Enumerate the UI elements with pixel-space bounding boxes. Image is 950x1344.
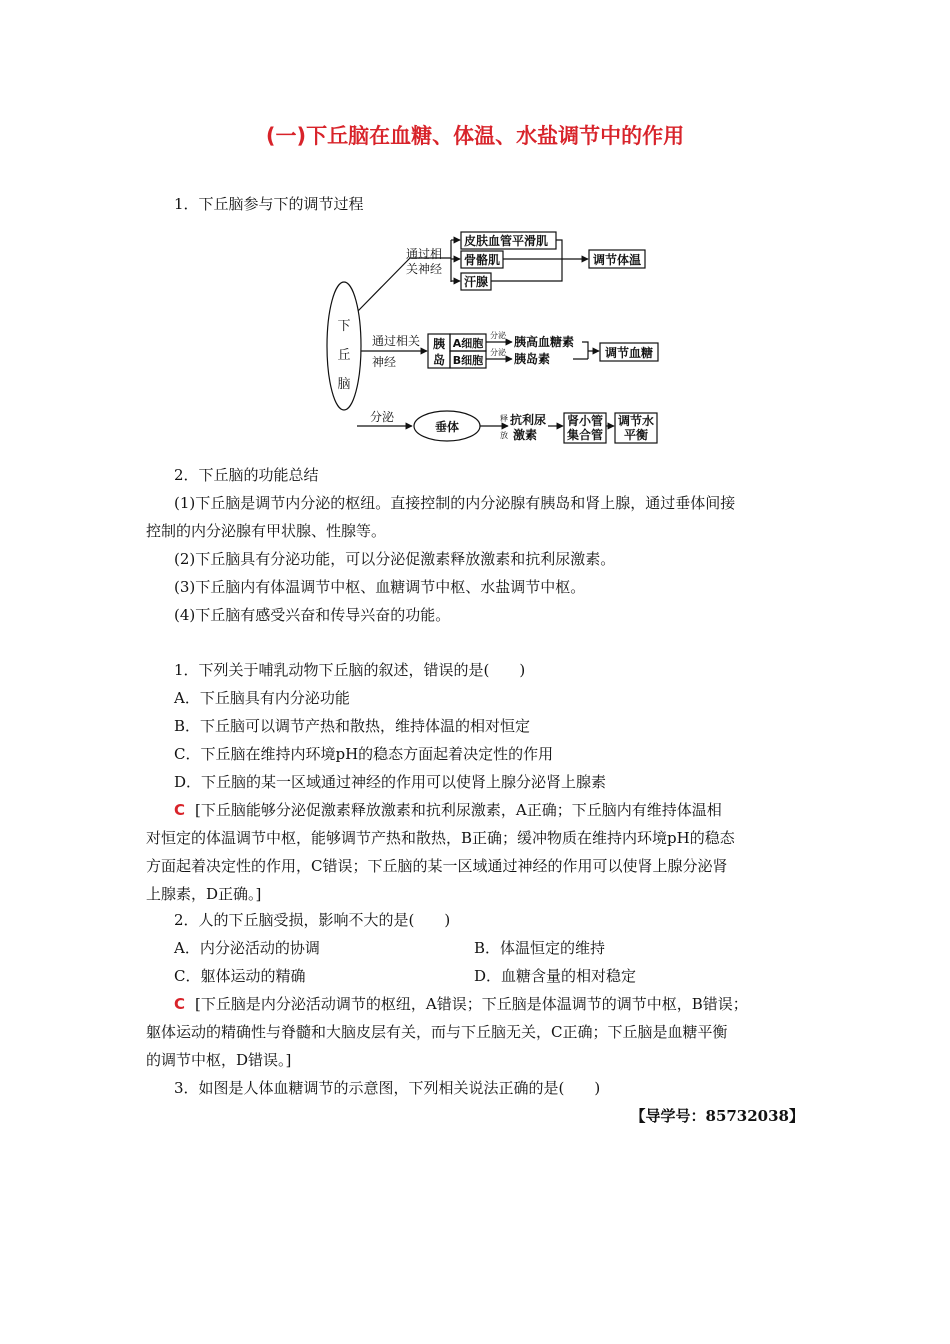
summary-line: (4)下丘脑有感受兴奋和传导兴奋的功能。: [174, 606, 451, 624]
secrete-label: 分泌: [490, 348, 506, 357]
water-balance-label: 平衡: [623, 428, 649, 442]
section-heading-2: 2．下丘脑的功能总结: [174, 466, 319, 484]
sweat-gland-label: 汗腺: [464, 275, 489, 289]
top-branch-label: 通过相: [406, 247, 443, 261]
q2-explanation-line: 的调节中枢，D错误。]: [146, 1051, 292, 1069]
summary-line: (2)下丘脑具有分泌功能，可以分泌促激素释放激素和抗利尿激素。: [174, 550, 616, 568]
q2-option-d: D．血糖含量的相对稳定: [474, 967, 637, 985]
q1-option-b: B．下丘脑可以调节产热和散热，维持体温的相对恒定: [174, 717, 531, 735]
regulate-temp-label: 调节体温: [592, 253, 642, 267]
adh-label: 激素: [513, 428, 538, 442]
hypothalamus-char: 下: [337, 319, 351, 334]
hypothalamus-char: 丘: [337, 348, 351, 363]
section-heading-1: 1．下丘脑参与下的调节过程: [174, 195, 364, 213]
a-cell-label: A细胞: [452, 337, 484, 350]
b-cell-label: B细胞: [452, 354, 484, 367]
q2-answer: C: [174, 995, 186, 1013]
release-char: 释: [500, 414, 508, 423]
q2-option-a: A．内分泌活动的协调: [174, 939, 320, 957]
q1-option-a: A．下丘脑具有内分泌功能: [174, 689, 350, 707]
bottom-branch-label: 分泌: [370, 410, 395, 424]
secrete-label: 分泌: [490, 331, 506, 340]
release-char: 放: [500, 431, 508, 440]
mid-branch-label: 通过相关: [372, 334, 421, 348]
mid-branch-label: 神经: [372, 355, 397, 369]
summary-line: 控制的内分泌腺有甲状腺、性腺等。: [146, 522, 387, 540]
skeletal-muscle-label: 骨骼肌: [464, 253, 501, 267]
q2-explanation: [174, 994, 748, 1014]
hypothalamus-char: 脑: [337, 377, 351, 392]
q1-explanation-line: 对恒定的体温调节中枢，能够调节产热和散热，B正确；缓冲物质在维持内环境pH的稳态: [146, 829, 735, 847]
water-balance-label: 调节水: [617, 414, 655, 428]
q2-explanation-line: 躯体运动的精确性与脊髓和大脑皮层有关，而与下丘脑无关，C正确；下丘脑是血糖平衡: [146, 1023, 728, 1041]
q2-option-c: C．躯体运动的精确: [174, 967, 306, 985]
regulate-glucose-label: 调节血糖: [604, 346, 654, 360]
question-3-stem: 3．如图是人体血糖调节的示意图，下列相关说法正确的是( ): [174, 1079, 601, 1097]
adh-label: 抗利尿: [510, 413, 547, 427]
q1-answer: C: [174, 801, 186, 819]
tubule-label: 集合管: [566, 428, 604, 442]
q2-option-b: B．体温恒定的维持: [474, 939, 606, 957]
tubule-label: 肾小管: [566, 414, 604, 428]
q1-explanation-line: 上腺素，D正确。]: [146, 885, 262, 903]
pancreas-char: 岛: [432, 353, 446, 367]
q1-option-d: D．下丘脑的某一区域通过神经的作用可以使肾上腺分泌肾上腺素: [174, 773, 607, 791]
hypothalamus-regulation-diagram: [320, 226, 670, 446]
q1-explanation-text: [下丘脑能够分泌促激素释放激素和抗利尿激素，A正确；下丘脑内有维持体温相: [195, 801, 722, 819]
pituitary-label: 垂体: [434, 420, 460, 434]
question-2-stem: 2．人的下丘脑受损，影响不大的是( ): [174, 911, 451, 929]
q2-explanation-text: [下丘脑是内分泌活动调节的枢纽，A错误；下丘脑是体温调节的调节中枢，B错误；: [195, 995, 748, 1013]
q1-explanation: [174, 800, 722, 820]
summary-line: (1)下丘脑是调节内分泌的枢纽。直接控制的内分泌腺有胰岛和肾上腺，通过垂体间接: [174, 494, 736, 512]
glucagon-label: 胰高血糖素: [514, 335, 575, 349]
insulin-label: 胰岛素: [514, 352, 551, 366]
q1-option-c: C．下丘脑在维持内环境pH的稳态方面起着决定性的作用: [174, 745, 554, 763]
page-title: (一)下丘脑在血糖、体温、水盐调节中的作用: [265, 124, 685, 148]
skin-vessel-label: 皮肤血管平滑肌: [464, 234, 549, 248]
summary-line: (3)下丘脑内有体温调节中枢、血糖调节中枢、水盐调节中枢。: [174, 578, 586, 596]
guide-number: 【导学号：85732038】: [630, 1107, 804, 1125]
pancreas-char: 胰: [432, 337, 446, 351]
top-branch-label: 关神经: [406, 262, 443, 276]
question-1-stem: 1．下列关于哺乳动物下丘脑的叙述，错误的是( ): [174, 661, 526, 679]
q1-explanation-line: 方面起着决定性的作用，C错误；下丘脑的某一区域通过神经的作用可以使肾上腺分泌肾: [146, 857, 728, 875]
